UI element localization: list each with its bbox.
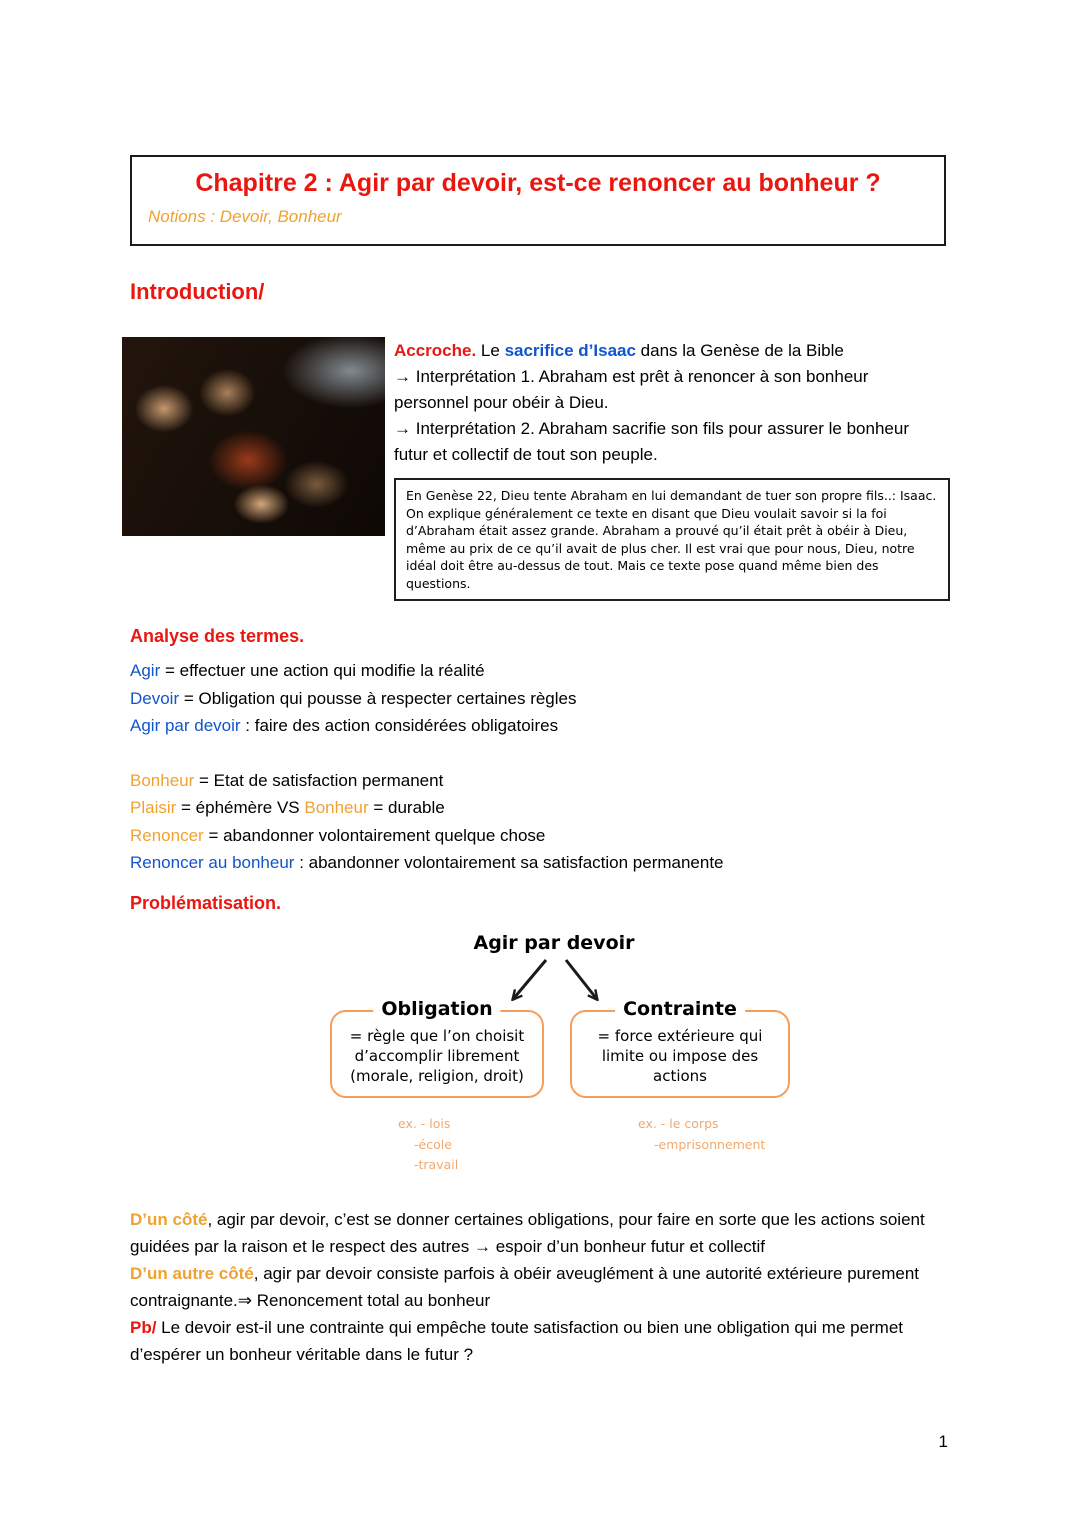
text-segment: = effectuer une action qui modifie la réalité [160,661,485,680]
text-segment: Agir [130,661,161,680]
definition-line [130,822,950,850]
term-definitions-group-1 [130,657,950,740]
text-segment: Le devoir est-il une contrainte qui empêche toute satisfaction ou bien une obligation qui me permet d’espérer un bonheur véritable dans le futur ? [130,1318,904,1364]
diagram-root-label: Agir par devoir [473,932,635,954]
definition-line [130,657,950,685]
accroche-column [394,338,950,601]
text-segment: D’un autre côté [130,1264,254,1283]
notions-subtitle: Notions : Devoir, Bonheur [148,207,342,226]
example-item: -travail [414,1157,459,1172]
definition-line [130,794,950,822]
chapter-title-box [130,155,946,246]
devoir-diagram [130,926,950,1186]
contrainte-examples [638,1114,765,1155]
definition-line [130,767,950,795]
example-item: -école [414,1136,452,1152]
page-number: 1 [938,1432,948,1451]
text-segment: = durable [368,798,445,817]
obligation-definition: = règle que l’on choisit d’accomplir librement (morale, religion, droit) [349,1027,525,1085]
text-segment: Renoncer [130,825,204,845]
interpretation-2: → Interprétation 2. Abraham sacrifie son fils pour assurer le bonheur futur et collectif de tout son peuple. [394,419,909,464]
sacrifice-isaac-painting [122,337,385,536]
obligation-box [330,998,544,1098]
conclusion-paragraph-3 [130,1314,952,1368]
text-segment: = Etat de satisfaction permanent [194,770,444,790]
text-segment: Accroche. [394,341,477,360]
obligation-examples [398,1114,458,1176]
term-definitions-group-2 [130,767,950,877]
text-segment: , agir par devoir consiste parfois à obéir aveuglément à une autorité extérieure purement contraignante.⇒ Renoncement total au bonheur [130,1264,920,1310]
definition-line [130,849,950,877]
text-segment: Bonheur [304,798,369,817]
analyse-section [130,626,950,877]
problematisation-heading: Problématisation. [130,893,282,913]
text-segment: Renoncer au bonheur [130,853,295,872]
text-segment: sacrifice d’Isaac [504,341,636,360]
text-segment: Agir par devoir [130,716,241,735]
example-item: ex. - lois [398,1116,451,1131]
example-item: ex. - le corps [638,1116,719,1131]
text-segment: : abandonner volontairement sa satisfaction permanente [294,853,724,872]
definition-line [130,685,950,713]
text-segment: = abandonner volontairement quelque chose [203,825,546,845]
contrainte-box [570,998,790,1098]
text-segment: Bonheur [130,770,195,790]
text-segment: = éphémère VS [176,798,305,817]
text-segment: Le [476,341,505,360]
analyse-heading: Analyse des termes. [130,626,305,646]
accroche-line [394,338,950,364]
genese-note-box: En Genèse 22, Dieu tente Abraham en lui demandant de tuer son propre fils..: Isaac. On explique généralement ce texte en disant que Dieu voulait savoir si la foi d’Abraham était assez grande. Abraham a prouvé qu’il était prêt à obéir à Dieu, même au prix de ce qu’il avait de plus cher. Il est vrai que pour nous, Dieu, notre idéal doit être au-dessus de tout. Mais ce texte pose quand même bien des questions. [394,478,950,601]
conclusion-paragraph-1 [130,1206,952,1260]
conclusion-section [130,1206,952,1368]
introduction-heading: Introduction/ [130,279,265,304]
chapter-title: Chapitre 2 : Agir par devoir, est-ce renoncer au bonheur ? [195,169,881,197]
text-segment: , agir par devoir, c’est se donner certaines obligations, pour faire en sorte que les actions soient guidées par la raison et le respect des autres → espoir d’un bonheur futur et collectif [130,1210,925,1256]
text-segment: dans la Genèse de la Bible [635,341,844,360]
conclusion-paragraph-2 [130,1260,952,1314]
text-segment: Pb/ [130,1318,157,1337]
contrainte-definition: = force extérieure qui limite ou impose des actions [597,1027,763,1085]
contrainte-title: Contrainte [615,998,745,1020]
text-segment: = Obligation qui pousse à respecter certaines règles [179,688,577,708]
text-segment: : faire des action considérées obligatoires [240,716,559,735]
example-item: -emprisonnement [654,1136,766,1152]
text-segment: D’un côté [130,1210,208,1229]
text-segment: Plaisir [130,798,177,817]
obligation-title: Obligation [373,998,500,1020]
text-segment: Devoir [130,688,180,708]
definition-line [130,712,950,740]
interpretation-1: → Interprétation 1. Abraham est prêt à renoncer à son bonheur personnel pour obéir à Dieu. [394,367,869,412]
